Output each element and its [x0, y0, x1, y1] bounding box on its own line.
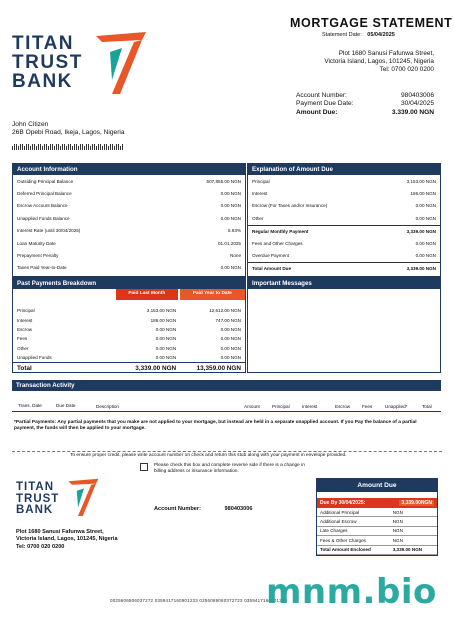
important-messages-panel [247, 277, 441, 373]
customer-address: 26B Opebi Road, Ikeja, Lagos, Nigeria [12, 129, 125, 136]
stub-account-number: 980403006 [224, 506, 253, 512]
past-ytd-value: 12,612.00 NGN [209, 308, 241, 314]
account-info-label: Outsiding Principal Balance [17, 178, 74, 184]
past-payments-label: Fees [17, 336, 28, 342]
stub-amount-label: Additional Escrow [320, 519, 357, 525]
past-payments-row [13, 334, 245, 343]
transaction-column-header: Due Date [56, 403, 76, 409]
explanation-label: Overdue Payment [252, 253, 290, 259]
past-last-month-value: 3,153.00 NGN [146, 308, 177, 314]
account-info-label: Prepayment Penalty [17, 253, 59, 259]
stub-amount-due-title: Amount Due [317, 479, 437, 492]
account-info-label: Unapplied Funds Balance [17, 215, 70, 221]
explanation-row [248, 262, 440, 274]
statement-date-row [322, 32, 395, 38]
past-ytd-value: 0.00 NGN [220, 326, 241, 332]
account-info-row [13, 200, 245, 212]
bank-tel: Tel: 0700 020 0200 [379, 65, 434, 73]
past-total-ytd: 13,359.00 NGN [196, 365, 241, 373]
account-info-value: 01.01.2025 [218, 240, 241, 246]
explanation-value: 0.00 NGN [415, 203, 436, 209]
explanation-value: 186.00 NGN [410, 191, 436, 197]
past-total-label: Total [17, 365, 32, 373]
transaction-column-header: Total [422, 404, 432, 409]
account-info-row [13, 212, 245, 224]
stub-amount-row [317, 517, 437, 526]
payment-due-date: 30/04/2025 [400, 100, 434, 108]
explanation-row [248, 249, 440, 261]
stub-seven-logo-icon [66, 476, 102, 520]
explanation-row [248, 212, 440, 224]
stub-address-line1: Plot 1680 Sanusi Fafunwa Street, [16, 529, 104, 535]
stub-account-row [154, 506, 253, 512]
explanation-row [248, 200, 440, 212]
transaction-column-header: Trans. Date [18, 403, 42, 409]
stub-amount-label: Fees & Other Charges [320, 537, 366, 543]
past-payments-label: Principal [17, 308, 35, 314]
watermark: mnm.bio [266, 572, 437, 612]
stub-amount-value: NGN [392, 519, 403, 525]
document-title: MORTGAGE STATEMENT [290, 16, 453, 30]
statement-date-label: Statement Date: [322, 32, 362, 38]
important-messages-title: Important Messages [248, 278, 440, 289]
account-info-row [13, 249, 245, 261]
stub-address-line2: Victoria Island, Lagos, 101245, Nigeria [16, 536, 118, 543]
paid-ytd-header: Paid Year to Date [180, 289, 245, 300]
account-info-value: None [230, 253, 241, 259]
stub-amount-row [317, 546, 437, 555]
past-payments-title: Past Payments Breakdown [13, 278, 245, 289]
past-last-month-value: 0.00 NGN [155, 355, 177, 361]
account-info-label: Deferred Principal Balance [17, 191, 72, 197]
explanation-label: Fees and Other Charges [252, 240, 303, 246]
stub-amount-due-panel [316, 478, 438, 556]
transaction-column-header: Amount [244, 404, 260, 409]
summary-block [296, 92, 434, 117]
account-info-value: 0.00 NGN [220, 203, 241, 209]
transaction-column-header: Description [96, 404, 119, 409]
stub-amount-label: Total Amount Enclosed [320, 547, 371, 553]
seven-logo-icon [92, 28, 152, 100]
past-last-month-value: 186.00 NGN [150, 317, 177, 323]
amount-due: 3.339.00 NGN [391, 108, 434, 116]
explanation-value: 0.00 NGN [415, 215, 436, 221]
account-info-row [13, 237, 245, 249]
explanation-label: Interest [252, 191, 268, 197]
transaction-column-header: Escrow [335, 404, 351, 409]
explanation-row [248, 187, 440, 199]
past-payments-row [13, 344, 245, 353]
past-payments-label: Unapplied Funds [17, 355, 52, 361]
account-info-value: 0.00 NGN [220, 215, 241, 221]
stub-bank-address [16, 529, 118, 551]
bank-name-line2: TRUST [12, 52, 83, 73]
past-last-month-value: 0.00 NGN [155, 345, 177, 351]
stub-due-by-label: Due By 30/04/2025: [320, 500, 366, 506]
account-info-label: Loan Maturity Date [17, 240, 56, 246]
past-payments-panel [12, 277, 246, 373]
account-info-value: 0.00 NGN [220, 191, 241, 197]
stub-bank-name-line1: TITAN [16, 481, 55, 493]
past-last-month-value: 0.00 NGN [155, 336, 177, 342]
account-number-label: Account Number: [296, 92, 347, 99]
stub-amount-value: NGN [392, 537, 403, 543]
past-total-last-month: 3,339.00 NGN [135, 365, 177, 373]
account-info-row [13, 175, 245, 187]
explanation-label: Regular Monthly Payment [252, 228, 309, 234]
transaction-column-header: Unapplied* [385, 404, 408, 409]
account-info-row [13, 262, 245, 274]
postal-barcode-icon [12, 144, 124, 150]
explanation-panel [247, 163, 441, 277]
explanation-label: Principal [252, 178, 270, 184]
transaction-column-header: Principal [272, 404, 290, 409]
amount-due-label: Amount Due: [296, 108, 338, 116]
explanation-value: 0.00 NGN [415, 253, 436, 259]
stub-tel: Tel: 0700 020 0200 [16, 543, 65, 550]
account-info-label: Taxes Paid Year-to-Date [17, 265, 67, 271]
bank-name-line3: BANK [12, 71, 73, 92]
past-payments-label: Interest [17, 317, 33, 323]
past-last-month-value: 0.00 NGN [155, 326, 177, 332]
account-number: 980403006 [400, 92, 434, 99]
stub-amount-value: 3,339.00 NGN [392, 547, 423, 553]
transaction-column-header: Interest [302, 404, 318, 409]
account-info-row [13, 187, 245, 199]
explanation-value: 3,339.00 NGN [406, 265, 436, 271]
payment-due-date-label: Payment Due Date: [296, 100, 354, 108]
explanation-label: Total Amount Due [252, 265, 292, 271]
explanation-value: 3,339.00 NGN [406, 228, 436, 234]
stub-amount-row [317, 527, 437, 536]
stub-amount-row [317, 536, 437, 545]
explanation-value: 3,153.00 NGN [406, 178, 436, 184]
bank-address [324, 50, 434, 73]
stub-account-number-label: Account Number: [154, 506, 201, 512]
customer-block [12, 121, 125, 137]
account-information-title: Account Information [13, 164, 245, 175]
past-payments-row [13, 353, 245, 362]
stub-bank-name-line3: BANK [16, 504, 54, 516]
partial-payments-note: *Partial Payments: Any partial payments that you make are not applied to your mortgage, but instead are held in a separate unapplied account. If you Pay the balance of a partial payment, the funds will then be applied to your mortgage. [14, 420, 417, 432]
customer-name: John Citizen [12, 121, 49, 128]
explanation-row [248, 225, 440, 237]
stub-amount-value: NGN [392, 509, 403, 515]
stub-bank-name-line2: TRUST [16, 492, 60, 505]
transaction-activity-title: Transaction Activity [12, 380, 441, 391]
tear-line [12, 451, 442, 452]
past-payments-row [13, 306, 245, 315]
explanation-value: 0.00 NGN [415, 240, 436, 246]
transaction-activity-panel [12, 380, 441, 412]
past-ytd-value: 0.00 NGN [220, 336, 241, 342]
past-ytd-value: 747.00 NGN [215, 317, 241, 323]
credit-note: To ensure proper credit, please write account number on check and return this stub along with your payment in envelope provided. [70, 453, 347, 458]
past-payments-label: Other [17, 345, 29, 351]
bank-address-line1: Plot 1680 Sanusi Fafunwa Street, [338, 50, 434, 57]
explanation-title: Explanation of Amount Due [248, 164, 440, 175]
explanation-row [248, 237, 440, 249]
account-info-value: 0.00 NGN [220, 265, 241, 271]
account-information-panel [12, 163, 246, 277]
past-payments-label: Escrow [17, 326, 33, 332]
paid-last-month-header: Paid Last Month [116, 289, 177, 300]
bank-name-line1: TITAN [12, 33, 75, 54]
bank-address-line2: Victoria Island, Lagos, 101245, Nigeria [324, 57, 434, 65]
explanation-label: Escrow (For Taxes and/or Insurance) [252, 203, 328, 209]
bank-logo [12, 34, 162, 104]
stub-amount-value: NGN [392, 528, 403, 534]
past-ytd-value: 0.00 NGN [220, 355, 241, 361]
stub-due-by-value: 3,339.00NGN [401, 500, 432, 506]
stub-amount-label: Late Charges [320, 528, 348, 534]
explanation-label: Other [252, 215, 264, 221]
account-info-value: 507,855.00 NGN [206, 178, 241, 184]
past-payments-row [13, 315, 245, 324]
stub-amount-row [317, 508, 437, 517]
past-payments-row [13, 325, 245, 334]
address-change-checkbox[interactable] [140, 463, 148, 471]
explanation-row [248, 175, 440, 187]
checkbox-text: Please check this box and complete reverse side if there is a change in billing address or insurance information. [154, 463, 305, 474]
account-info-value: 5.93% [227, 228, 241, 234]
account-info-label: Interest Rate (until 30/04/2025) [17, 228, 81, 234]
stub-amount-label: Additional Principal [320, 509, 360, 515]
transaction-column-header: Fees [362, 404, 373, 409]
stub-bank-logo [16, 482, 126, 524]
past-ytd-value: 0.00 NGN [220, 345, 241, 351]
micr-line: 0025606906037272 0359417160901233 0256069060372723 0359417160901233 [110, 598, 288, 603]
account-info-label: Escrow Account Balance [17, 203, 68, 209]
account-info-row [13, 225, 245, 237]
statement-date: 05/04/2025 [367, 32, 395, 38]
